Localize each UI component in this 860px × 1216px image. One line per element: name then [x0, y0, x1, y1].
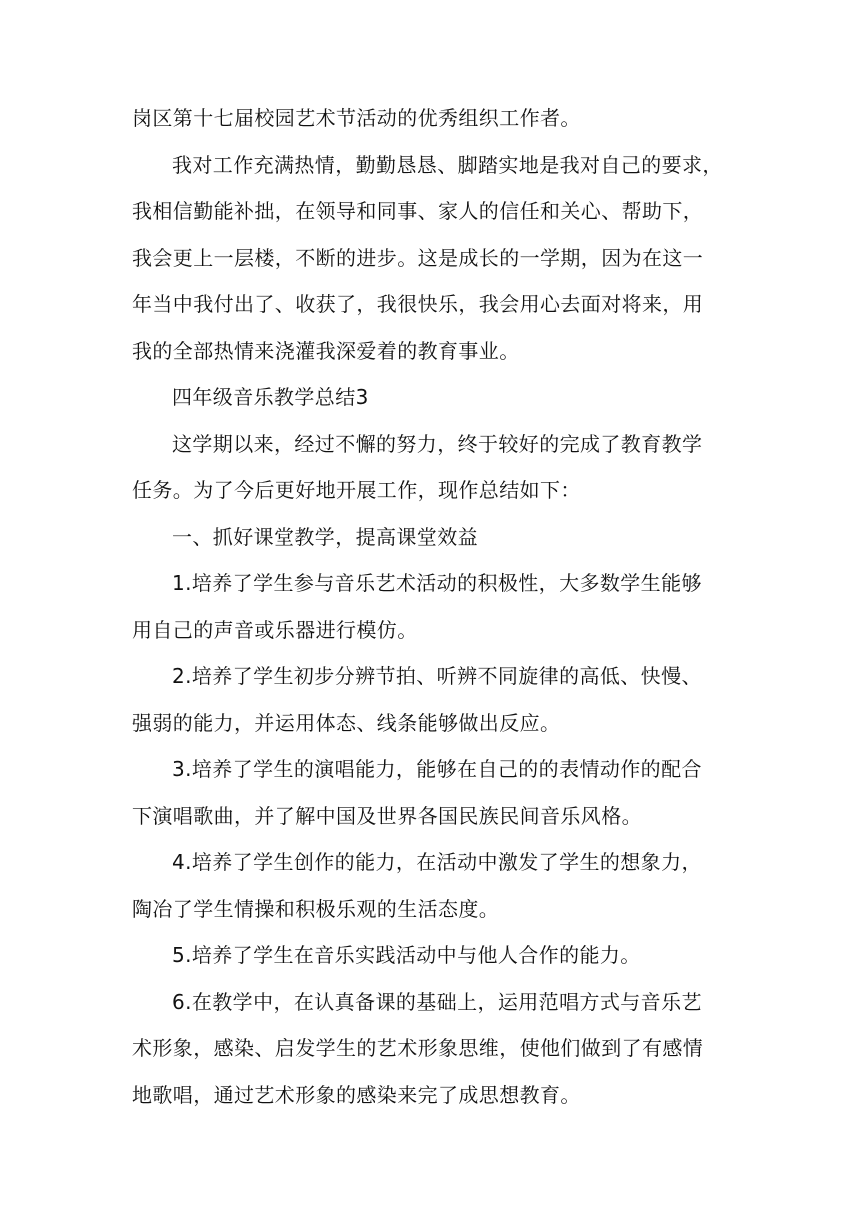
- body-line-4: 我会更上一层楼，不断的进步。这是成长的一学期，因为在这一: [132, 245, 704, 270]
- document-body: [132, 95, 732, 1118]
- body-line-5: 年当中我付出了、收获了，我很快乐，我会用心去面对将来，用: [132, 292, 704, 316]
- list-item-6-line-2: 术形象，感染、启发学生的艺术形象思维，使他们做到了有感情: [132, 1036, 704, 1060]
- body-line-3: 我相信勤能补拙，在领导和同事、家人的信任和关心、帮助下，: [132, 199, 704, 223]
- list-item-2-line-2: 强弱的能力，并运用体态、线条能够做出反应。: [132, 710, 561, 735]
- section-title: 四年级音乐教学总结3: [172, 385, 369, 409]
- body-line-8: 这学期以来，经过不懈的努力，终于较好的完成了教育教学: [172, 431, 703, 456]
- list-item-3-line-1: 3.培养了学生的演唱能力，能够在自己的的表情动作的配合: [172, 757, 702, 781]
- list-item-2-line-1: 2.培养了学生初步分辨节拍、听辨不同旋律的高低、快慢、: [172, 664, 702, 688]
- list-item-6-line-1: 6.在教学中，在认真备课的基础上，运用范唱方式与音乐艺: [172, 989, 702, 1014]
- body-line-2: 我对工作充满热情，勤勤恳恳、脚踏实地是我对自己的要求，: [172, 152, 723, 177]
- list-item-3-line-2: 下演唱歌曲，并了解中国及世界各国民族民间音乐风格。: [132, 803, 642, 828]
- body-line-1: 岗区第十七届校园艺术节活动的优秀组织工作者。: [132, 106, 581, 130]
- list-item-4-line-1: 4.培养了学生创作的能力，在活动中激发了学生的想象力，: [172, 850, 702, 874]
- list-item-4-line-2: 陶冶了学生情操和积极乐观的生活态度。: [132, 896, 500, 921]
- section-heading: 一、抓好课堂教学，提高课堂效益: [172, 524, 478, 549]
- list-item-5: 5.培养了学生在音乐实践活动中与他人合作的能力。: [172, 943, 641, 967]
- body-line-9: 任务。为了今后更好地开展工作，现作总结如下：: [132, 478, 581, 502]
- list-item-1-line-1: 1.培养了学生参与音乐艺术活动的积极性，大多数学生能够: [172, 571, 702, 595]
- list-item-6-line-3: 地歌唱，通过艺术形象的感染来完了成思想教育。: [132, 1082, 581, 1107]
- body-line-6: 我的全部热情来浇灌我深爱着的教育事业。: [132, 338, 520, 363]
- list-item-1-line-2: 用自己的声音或乐器进行模仿。: [132, 617, 418, 642]
